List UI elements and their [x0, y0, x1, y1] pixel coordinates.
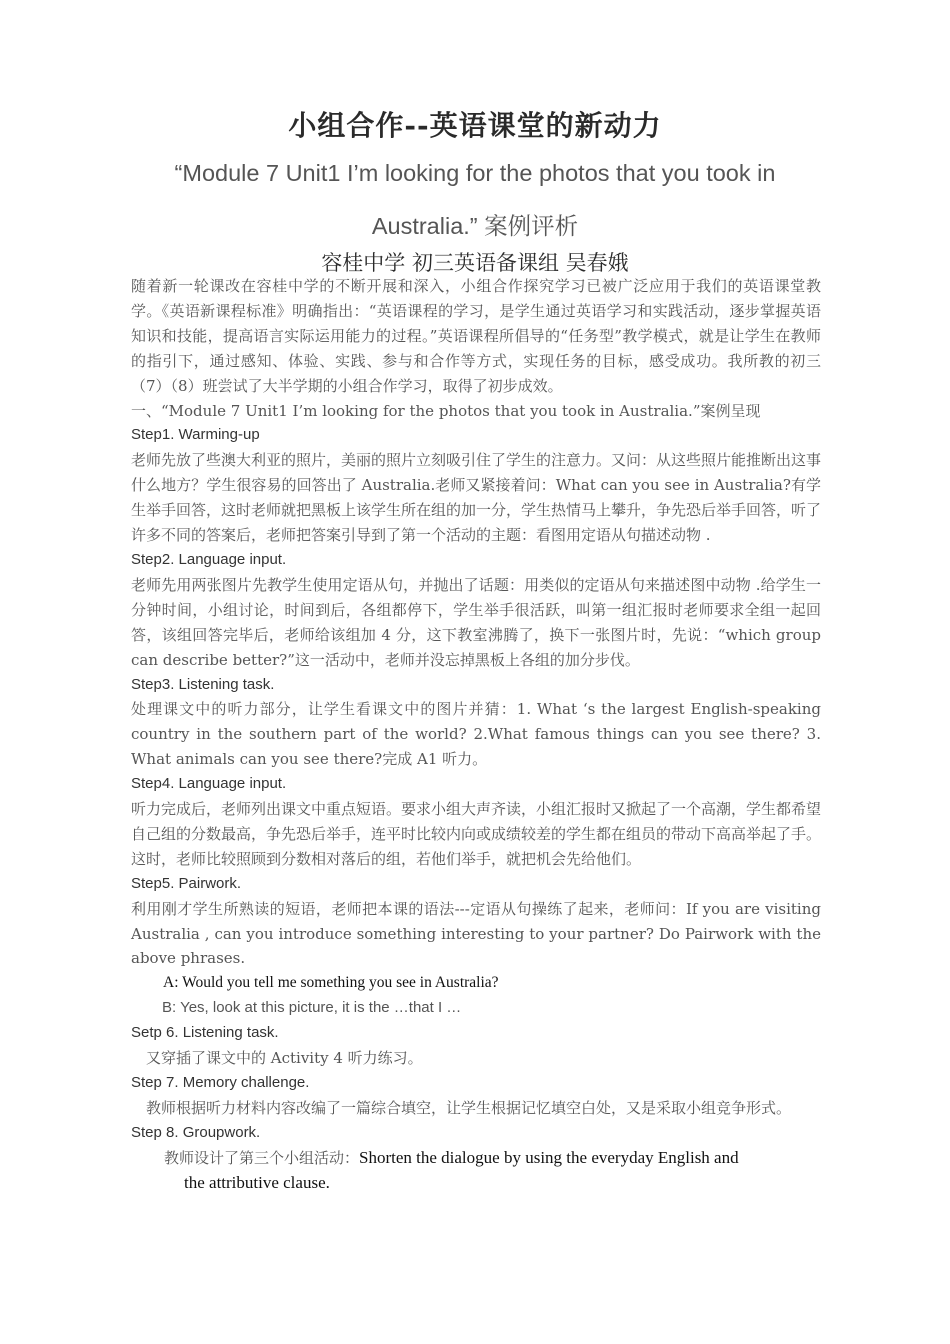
dialogue-line-a: A: Would you tell me something you see in Australia?: [163, 974, 499, 992]
step1-paragraph: 老师先放了些澳大利亚的照片，美丽的照片立刻吸引住了学生的注意力。又问：从这些照片能推断出这事什么地方？学生很容易的回答出了 Australia.老师又紧接着问：What can you see in Australia?有学生举手回答，这时老师就把黑板上该学生所在组的加一分，学生热情马上攀升，争先恐后举手回答，听了许多不同的答案后，老师把答案引导到了第一个活动的主题：看图用定语从句描述动物 .: [131, 451, 822, 545]
step7-paragraph: 教师根据听力材料内容改编了一篇综合填空，让学生根据记忆填空白处，又是采取小组竞争形式。: [146, 1098, 792, 1117]
step4-paragraph: 听力完成后，老师列出课文中重点短语。要求小组大声齐读，小组汇报时又掀起了一个高潮，学生都希望自己组的分数最高，争先恐后举手，连平时比较内向或成绩较差的学生都在组员的带动下高高举起了手。这时，老师比较照顾到分数相对落后的组，若他们举手，就把机会先给他们。: [131, 800, 822, 868]
step3-paragraph: 处理课文中的听力部分，让学生看课文中的图片并猜：1. What ‘s the largest English-speaking country in the southern part of the world? 2.What famous things can you see there? 3. What animals can you see there?完成 A1 听力。: [131, 700, 821, 769]
step8-text-en: Shorten the dialogue by using the everyday English and: [359, 1147, 739, 1167]
step2-paragraph: 老师先用两张图片先教学生使用定语从句，并抛出了话题：用类似的定语从句来描述图中动物 .给学生一分钟时间，小组讨论，时间到后，各组都停下，学生举手很活跃，叫第一组汇报时老师要求全组一起回答，该组回答完毕后，老师给该组加 4 分，这下教室沸腾了，换下一张图片时，先说：“which group can describe better?”这一活动中，老师并没忘掉黑板上各组的加分步伐。: [131, 575, 821, 669]
step8-paragraph-continued: the attributive clause.: [184, 1172, 330, 1192]
step8-paragraph: [131, 1146, 821, 1171]
step6-heading: Setp 6. Listening task.: [131, 1024, 279, 1042]
author-line: 容桂中学 初三英语备课组 吴春娥: [321, 251, 629, 275]
document-title: 小组合作--英语课堂的新动力: [288, 109, 662, 142]
step4-heading: Step4. Language input.: [131, 775, 287, 793]
step1-heading: Step1. Warming-up: [131, 426, 260, 444]
step8-heading: Step 8. Groupwork.: [131, 1123, 261, 1141]
step5-paragraph: 利用刚才学生所熟读的短语，老师把本课的语法---定语从句操练了起来，老师问：If you are visiting Australia , can you introduce something interesting to your partner? Do Pairwork with the above phrases.: [131, 899, 821, 968]
step2-heading: Step2. Language input.: [131, 550, 287, 568]
section-heading: 一、“Module 7 Unit1 I’m looking for the photos that you took in Australia.”案例呈现: [131, 401, 761, 420]
document-body: [131, 274, 821, 1196]
step3-heading: Step3. Listening task.: [131, 675, 275, 693]
document-subtitle-line2: Australia.” 案例评析: [371, 213, 579, 239]
dialogue-line-b: B: Yes, look at this picture, it is the …that I …: [162, 999, 462, 1017]
step7-heading: Step 7. Memory challenge.: [131, 1074, 310, 1091]
step5-heading: Step5. Pairwork.: [131, 874, 242, 892]
intro-paragraph: 随着新一轮课改在容桂中学的不断开展和深入，小组合作探究学习已被广泛应用于我们的英语课堂教学。《英语新课程标准》明确指出：“英语课程的学习，是学生通过英语学习和实践活动，逐步掌握英语知识和技能，提高语言实际运用能力的过程。”英语课程所倡导的“任务型”教学模式，就是让学生在教师的指引下，通过感知、体验、实践、参与和合作等方式，实现任务的目标，感受成功。我所教的初三（7）（8）班尝试了大半学期的小组合作学习，取得了初步成效。: [131, 277, 821, 395]
step8-text-cn: 教师设计了第三个小组活动：: [164, 1148, 360, 1167]
document-subtitle-line1: “Module 7 Unit1 I’m looking for the photos that you took in: [174, 160, 776, 186]
step6-paragraph: 又穿插了课文中的 Activity 4 听力练习。: [146, 1049, 423, 1068]
